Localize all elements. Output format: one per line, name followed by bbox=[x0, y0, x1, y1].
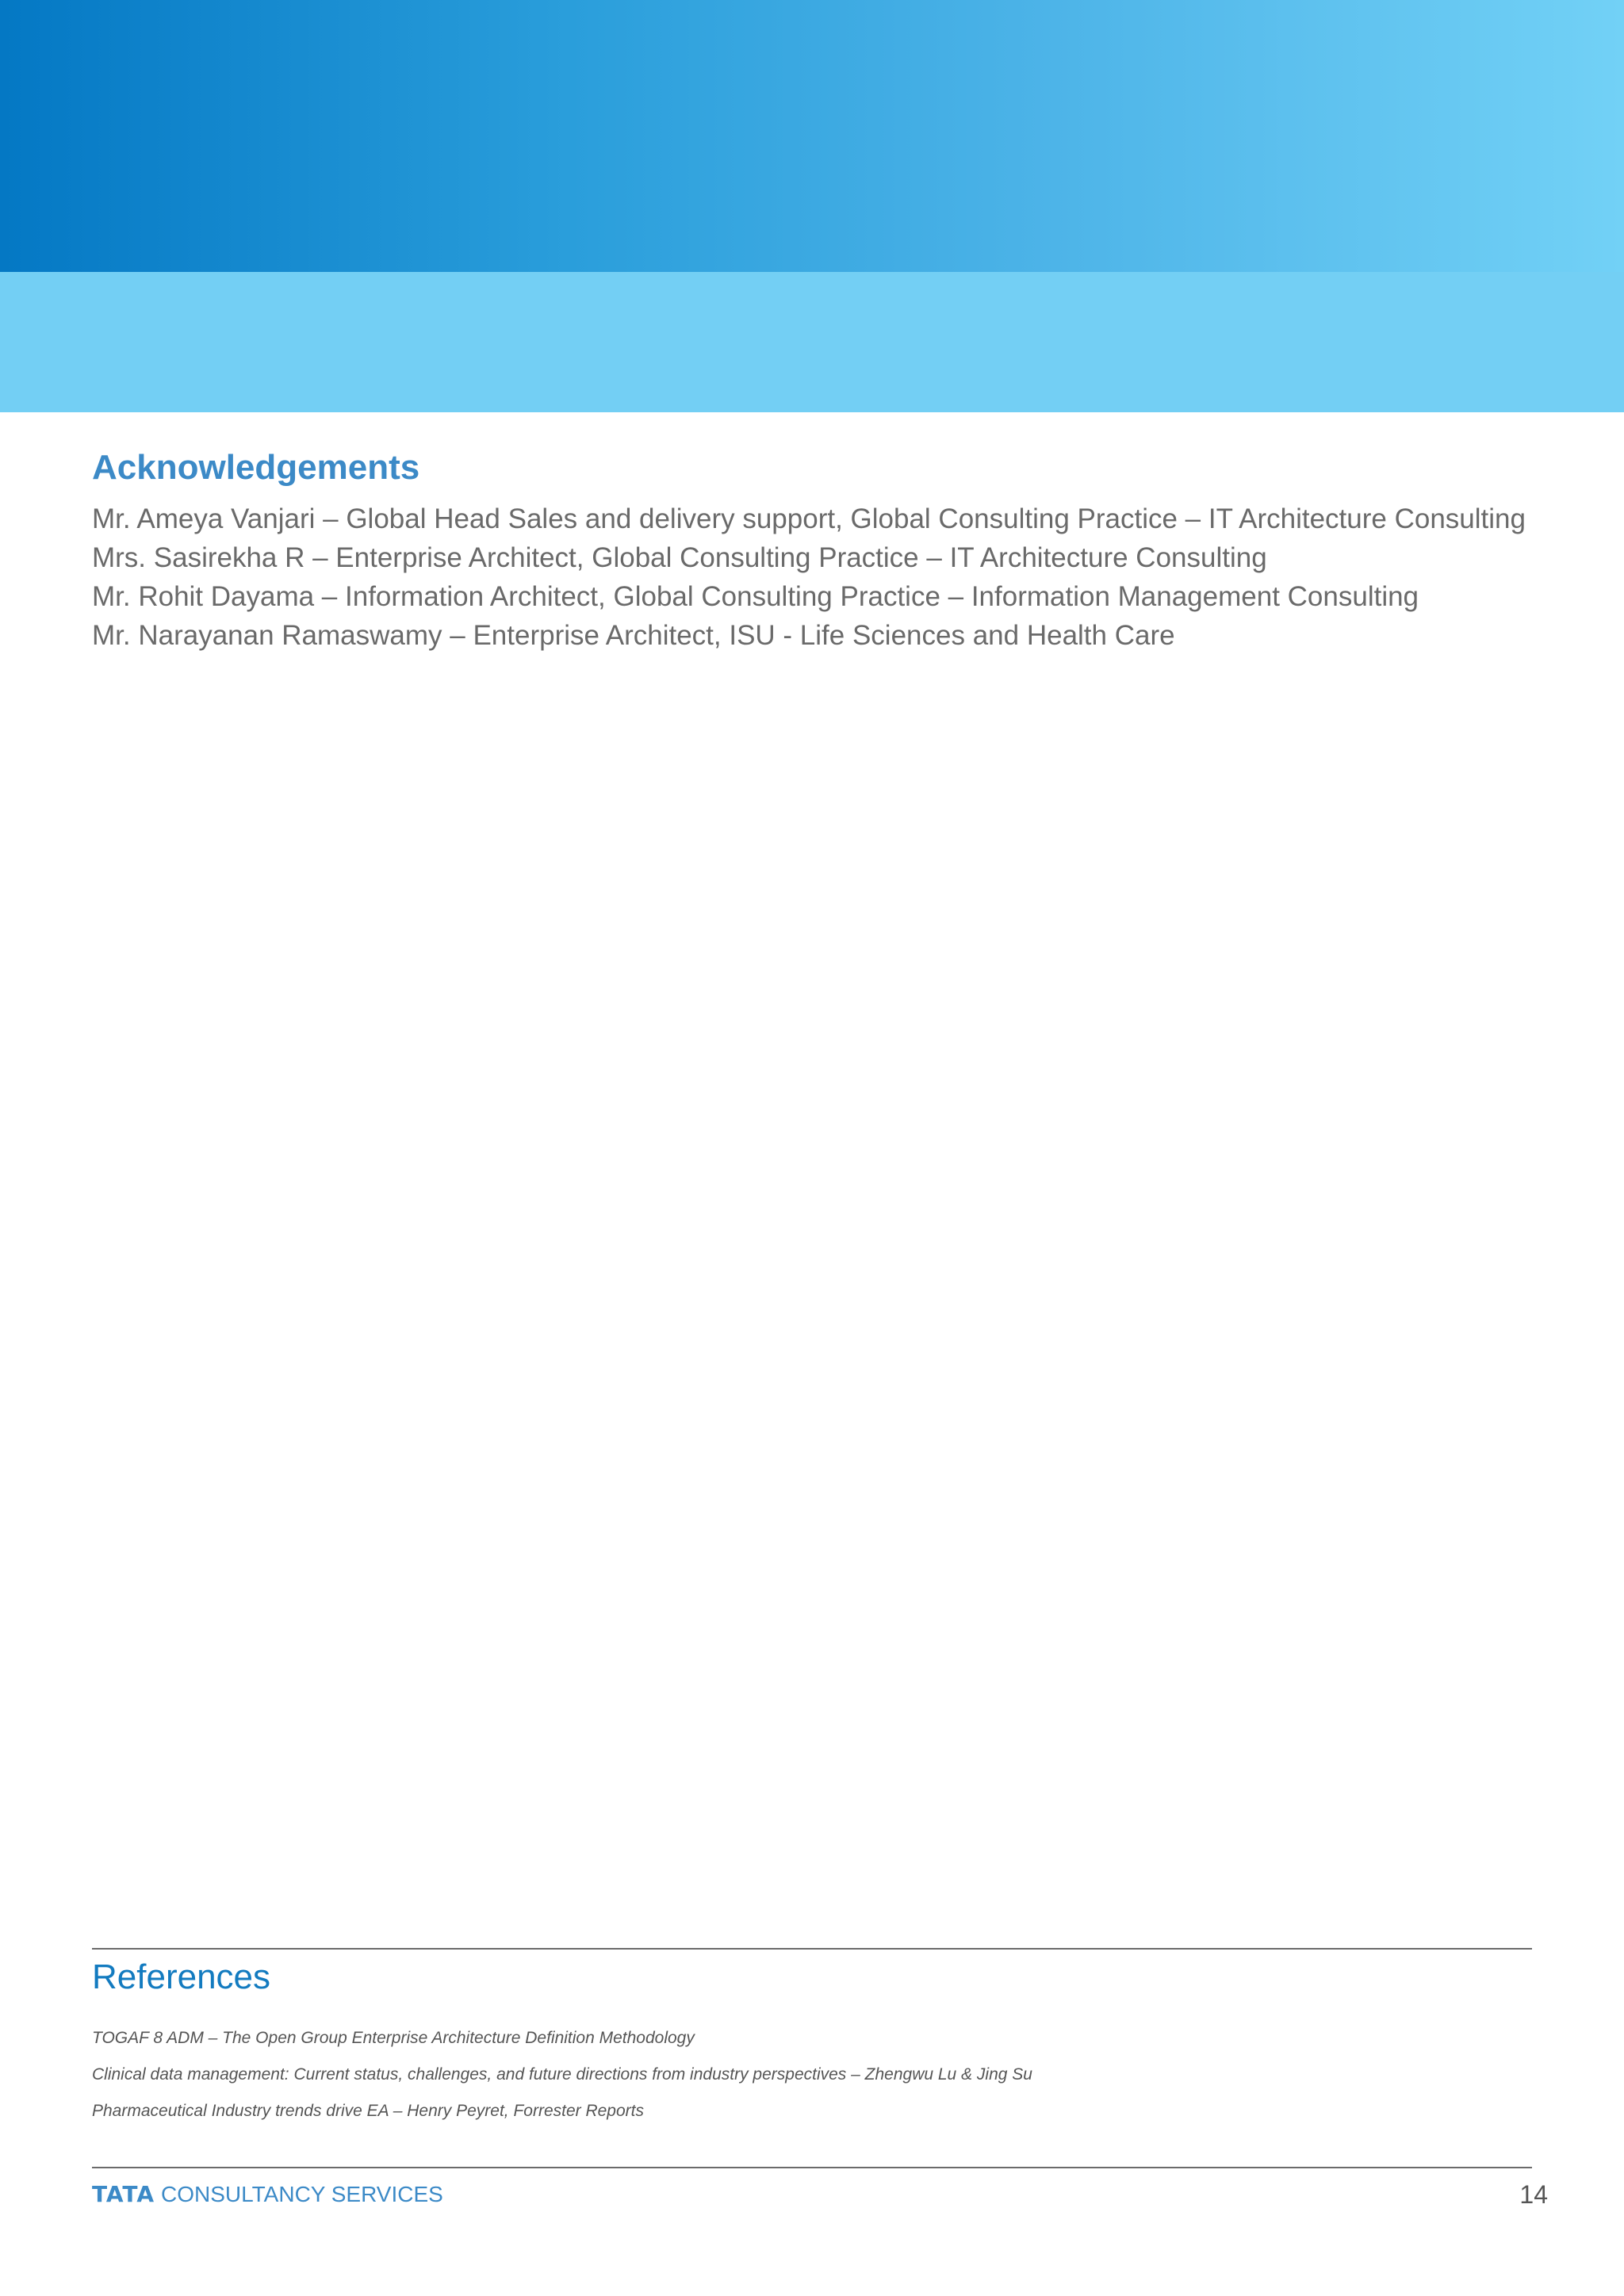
acknowledgement-item: Mr. Rohit Dayama – Information Architect, Global Consulting Practice – Information Management Consulting bbox=[92, 581, 1419, 612]
page-number: 14 bbox=[1519, 2180, 1548, 2209]
footer-brand-logo bbox=[92, 2183, 443, 2206]
references-divider bbox=[92, 1948, 1532, 1950]
tata-logo-mark: TATA bbox=[92, 2181, 155, 2207]
acknowledgements-heading: Acknowledgements bbox=[92, 448, 420, 487]
reference-item: Clinical data management: Current status, challenges, and future directions from industry perspectives – Zhengwu Lu & Jing Su bbox=[92, 2065, 1032, 2084]
footer-divider bbox=[92, 2167, 1532, 2168]
references-list bbox=[92, 2020, 1032, 2130]
brand-name: CONSULTANCY SERVICES bbox=[161, 2182, 443, 2206]
header-light-band bbox=[0, 272, 1624, 412]
reference-item: Pharmaceutical Industry trends drive EA – Henry Peyret, Forrester Reports bbox=[92, 2102, 644, 2120]
reference-item: TOGAF 8 ADM – The Open Group Enterprise Architecture Definition Methodology bbox=[92, 2029, 695, 2047]
references-heading: References bbox=[92, 1957, 271, 1996]
acknowledgement-item: Mr. Ameya Vanjari – Global Head Sales and delivery support, Global Consulting Practice – IT Architecture Consulting bbox=[92, 503, 1526, 534]
header-gradient-band bbox=[0, 0, 1624, 272]
acknowledgements-list bbox=[92, 499, 1583, 655]
acknowledgement-item: Mr. Narayanan Ramaswamy – Enterprise Architect, ISU - Life Sciences and Health Care bbox=[92, 620, 1175, 651]
acknowledgement-item: Mrs. Sasirekha R – Enterprise Architect, Global Consulting Practice – IT Architecture Consulting bbox=[92, 542, 1267, 573]
